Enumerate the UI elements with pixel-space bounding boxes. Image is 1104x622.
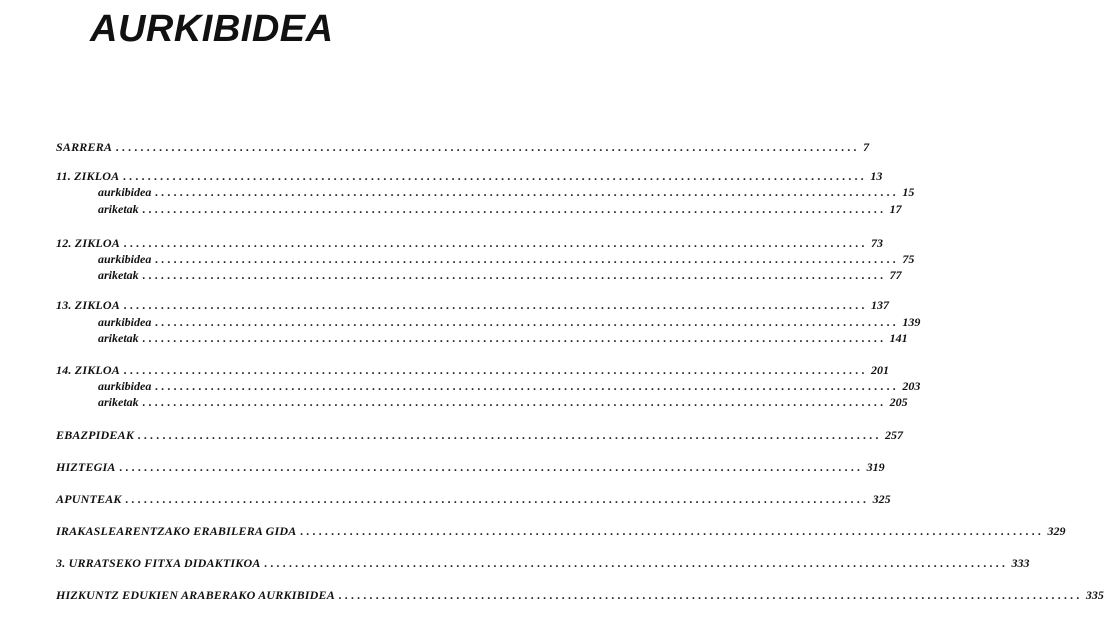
- toc-entry-page: 201: [871, 363, 890, 377]
- toc-entry-page: 257: [885, 428, 904, 442]
- toc-entry-label: SARRERA: [56, 140, 113, 154]
- toc-entry-page: 325: [872, 492, 891, 506]
- leader-dots: ........................................................................................................................: [125, 492, 870, 506]
- toc-entry-label: 12. ZIKLOA: [56, 236, 121, 250]
- toc-entry-label: ariketak: [98, 331, 139, 345]
- leader-dots: ........................................................................................................................: [119, 460, 864, 474]
- leader-dots: ........................................................................................................................: [124, 363, 869, 377]
- toc-subentry-ariketak-12: [98, 268, 902, 282]
- toc-subentry-aurkibidea-11: [98, 185, 915, 199]
- toc-entry-label: 3. URRATSEKO FITXA DIDAKTIKOA: [56, 556, 261, 570]
- toc-entry-page: 73: [871, 236, 884, 250]
- toc-subentry-aurkibidea-13: [98, 315, 921, 329]
- leader-dots: ........................................................................................................................: [142, 395, 887, 409]
- leader-dots: ........................................................................................................................: [155, 252, 900, 266]
- toc-subentry-aurkibidea-14: [98, 379, 921, 393]
- toc-entry-urratseko-fitxa-didaktikoa: [56, 556, 1030, 570]
- toc-entry-page: 75: [902, 252, 915, 266]
- toc-entry-label: EBAZPIDEAK: [56, 428, 135, 442]
- toc-entry-page: 7: [863, 140, 870, 154]
- leader-dots: ........................................................................................................................: [124, 298, 869, 312]
- leader-dots: ........................................................................................................................: [138, 428, 883, 442]
- toc-entry-label: aurkibidea: [98, 379, 152, 393]
- toc-entry-page: 137: [871, 298, 890, 312]
- toc-entry-irakaslearentzako-erabilera-gida: [56, 524, 1066, 538]
- toc-entry-label: 14. ZIKLOA: [56, 363, 121, 377]
- toc-entry-page: 141: [889, 331, 908, 345]
- toc-entry-label: HIZKUNTZ EDUKIEN ARABERAKO AURKIBIDEA: [56, 588, 335, 602]
- toc-subentry-ariketak-11: [98, 202, 902, 216]
- leader-dots: ........................................................................................................................: [338, 588, 1083, 602]
- toc-entry-page: 205: [889, 395, 908, 409]
- toc-entry-zikloa-13: [56, 298, 890, 312]
- leader-dots: ........................................................................................................................: [142, 268, 887, 282]
- leader-dots: ........................................................................................................................: [155, 185, 900, 199]
- toc-entry-label: ariketak: [98, 268, 139, 282]
- toc-entry-label: 11. ZIKLOA: [56, 169, 120, 183]
- toc-entry-page: 17: [889, 202, 902, 216]
- leader-dots: ........................................................................................................................: [155, 379, 900, 393]
- toc-entry-page: 77: [889, 268, 902, 282]
- toc-entry-hizkuntz-edukien-araberako-aurkibidea: [56, 588, 1104, 602]
- toc-entry-page: 319: [866, 460, 885, 474]
- toc-entry-label: ariketak: [98, 202, 139, 216]
- toc-entry-label: aurkibidea: [98, 315, 152, 329]
- toc-subentry-ariketak-14: [98, 395, 908, 409]
- toc-entry-label: IRAKASLEARENTZAKO ERABILERA GIDA: [56, 524, 297, 538]
- toc-entry-apunteak: [56, 492, 891, 506]
- toc-entry-page: 329: [1047, 524, 1066, 538]
- toc-entry-page: 203: [902, 379, 921, 393]
- leader-dots: ........................................................................................................................: [142, 202, 887, 216]
- leader-dots: ........................................................................................................................: [264, 556, 1009, 570]
- toc-entry-page: 139: [902, 315, 921, 329]
- toc-subentry-aurkibidea-12: [98, 252, 915, 266]
- leader-dots: ........................................................................................................................: [142, 331, 887, 345]
- toc-entry-page: 15: [902, 185, 915, 199]
- leader-dots: ........................................................................................................................: [124, 236, 869, 250]
- toc-entry-ebazpideak: [56, 428, 904, 442]
- toc-entry-label: aurkibidea: [98, 185, 152, 199]
- toc-subentry-ariketak-13: [98, 331, 908, 345]
- toc-entry-zikloa-14: [56, 363, 890, 377]
- leader-dots: ........................................................................................................................: [300, 524, 1045, 538]
- toc-entry-label: 13. ZIKLOA: [56, 298, 121, 312]
- toc-entry-zikloa-11: [56, 169, 883, 183]
- toc-entry-label: ariketak: [98, 395, 139, 409]
- toc-entry-sarrera: [56, 140, 870, 154]
- leader-dots: ........................................................................................................................: [116, 140, 861, 154]
- toc-entry-hiztegia: [56, 460, 885, 474]
- toc-entry-label: aurkibidea: [98, 252, 152, 266]
- leader-dots: ........................................................................................................................: [155, 315, 900, 329]
- page-title: AURKIBIDEA: [90, 8, 334, 50]
- toc-entry-zikloa-12: [56, 236, 884, 250]
- toc-entry-label: HIZTEGIA: [56, 460, 116, 474]
- toc-entry-label: APUNTEAK: [56, 492, 122, 506]
- toc-entry-page: 335: [1085, 588, 1104, 602]
- leader-dots: ........................................................................................................................: [123, 169, 868, 183]
- toc-entry-page: 333: [1011, 556, 1030, 570]
- toc-entry-page: 13: [870, 169, 883, 183]
